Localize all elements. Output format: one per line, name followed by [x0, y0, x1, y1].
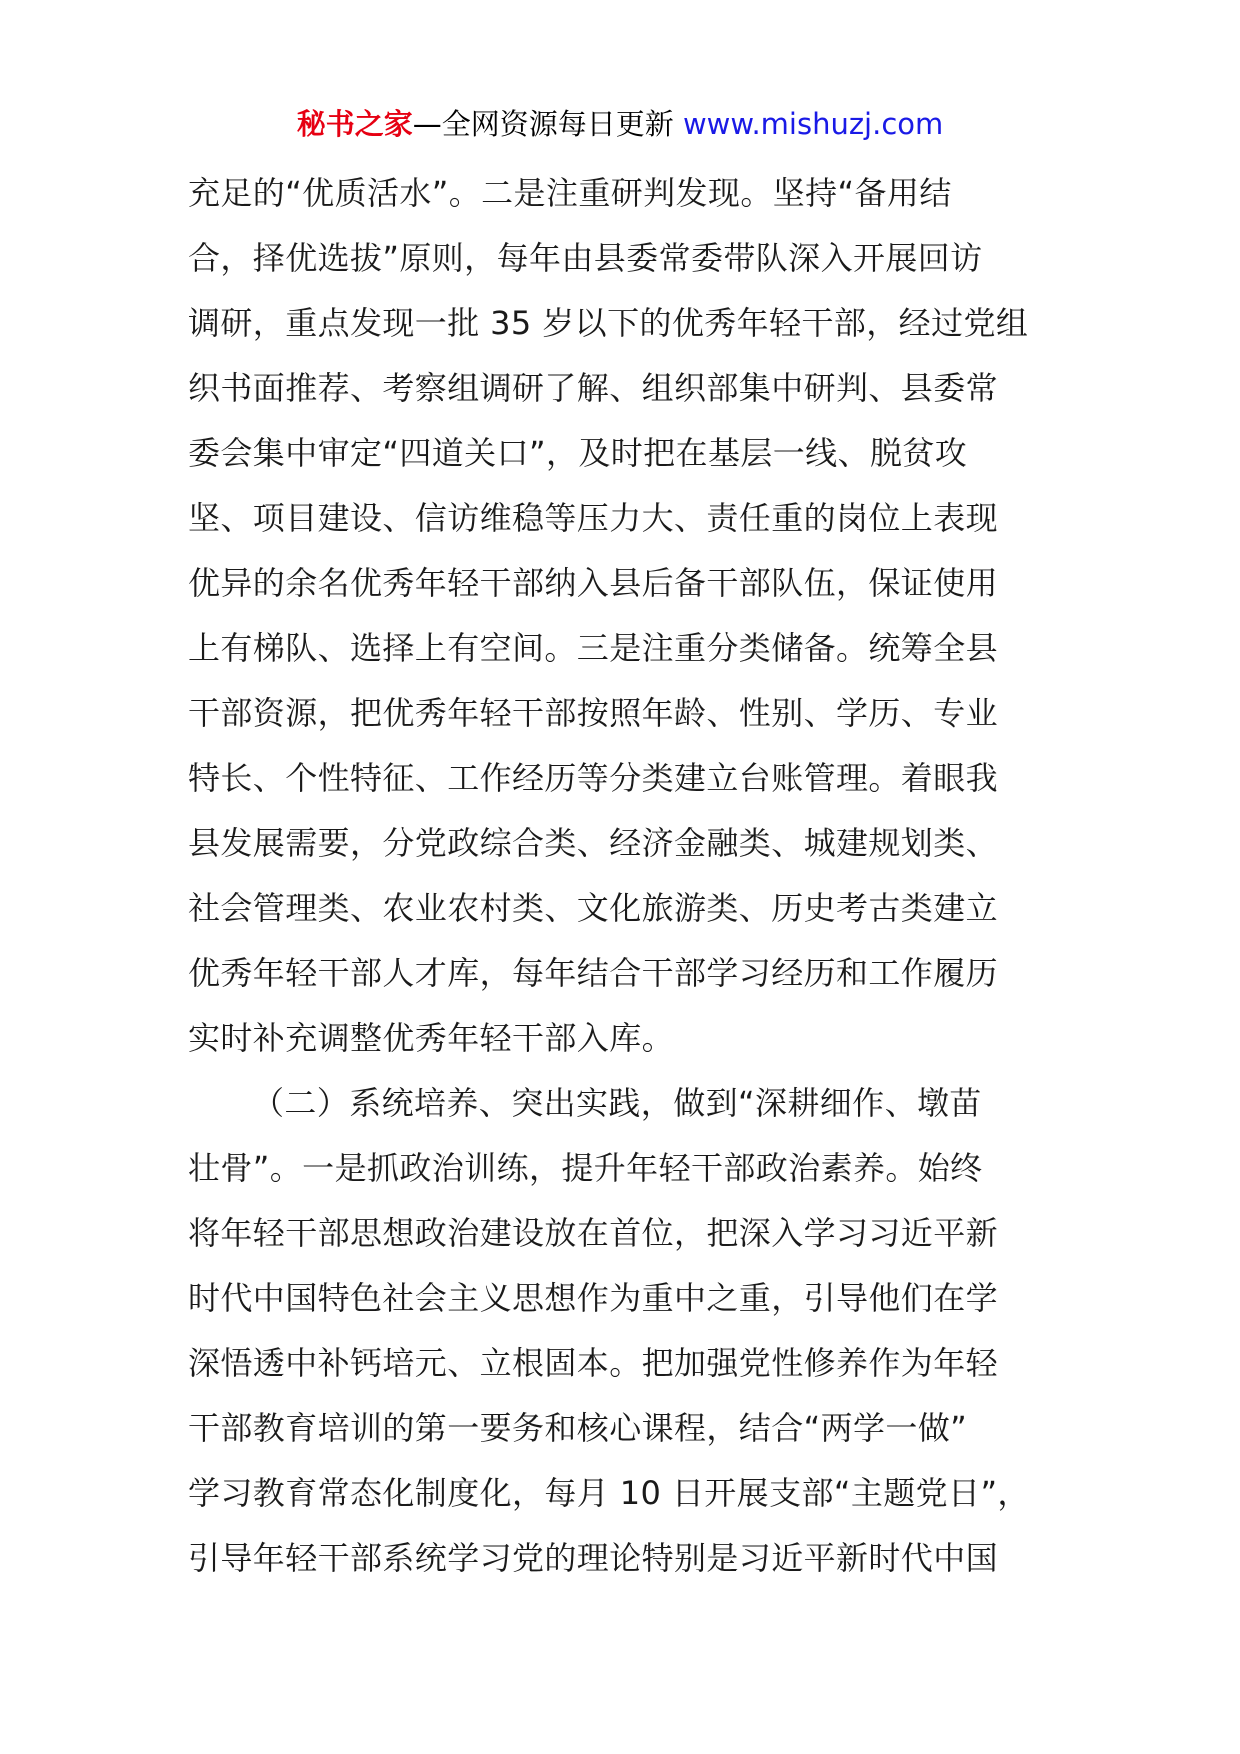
body-line: 县发展需要，分党政综合类、经济金融类、城建规划类、: [188, 824, 999, 862]
body-line: 社会管理类、农业农村类、文化旅游类、历史考古类建立: [188, 889, 999, 927]
body-line: 时代中国特色社会主义思想作为重中之重，引导他们在学: [188, 1279, 999, 1317]
document-body: [188, 161, 1058, 1591]
section-heading-line: （二）系统培养、突出实践，做到“深耕细作、墩苗: [252, 1084, 982, 1122]
body-line: 优异的余名优秀年轻干部纳入县后备干部队伍，保证使用: [188, 564, 999, 602]
body-line: 深悟透中补钙培元、立根固本。把加强党性修养作为年轻: [188, 1344, 999, 1382]
body-line: 学习教育常态化制度化，每月 10 日开展支部“主题党日”，: [188, 1474, 1030, 1512]
body-line: 坚、项目建设、信访维稳等压力大、责任重的岗位上表现: [188, 499, 999, 537]
body-line: 干部教育培训的第一要务和核心课程，结合“两学一做”: [188, 1409, 968, 1447]
body-line: 充足的“优质活水”。二是注重研判发现。坚持“备用结: [188, 174, 952, 212]
body-line: 壮骨”。一是抓政治训练，提升年轻干部政治素养。始终: [188, 1149, 983, 1187]
body-line: 优秀年轻干部人才库，每年结合干部学习经历和工作履历: [188, 954, 999, 992]
body-line: 干部资源，把优秀年轻干部按照年龄、性别、学历、专业: [188, 694, 999, 732]
body-line: 调研，重点发现一批 35 岁以下的优秀年轻干部，经过党组: [188, 304, 1029, 342]
body-line: 特长、个性特征、工作经历等分类建立台账管理。着眼我: [188, 759, 999, 797]
body-line: 引导年轻干部系统学习党的理论特别是习近平新时代中国: [188, 1539, 999, 1577]
body-line: 织书面推荐、考察组调研了解、组织部集中研判、县委常: [188, 369, 999, 407]
body-line: 委会集中审定“四道关口”，及时把在基层一线、脱贫攻: [188, 434, 968, 472]
brand-name: 秘书之家: [296, 107, 413, 141]
body-line: 将年轻干部思想政治建设放在首位，把深入学习习近平新: [188, 1214, 999, 1252]
site-url-link[interactable]: www.mishuzj.com: [682, 107, 944, 141]
body-line: 实时补充调整优秀年轻干部入库。: [188, 1019, 675, 1057]
body-line: 上有梯队、选择上有空间。三是注重分类储备。统筹全县: [188, 629, 999, 667]
body-line: 合，择优选拔”原则，每年由县委常委带队深入开展回访: [188, 239, 983, 277]
header-tagline: —全网资源每日更新: [412, 107, 683, 141]
site-header: [0, 104, 1240, 144]
